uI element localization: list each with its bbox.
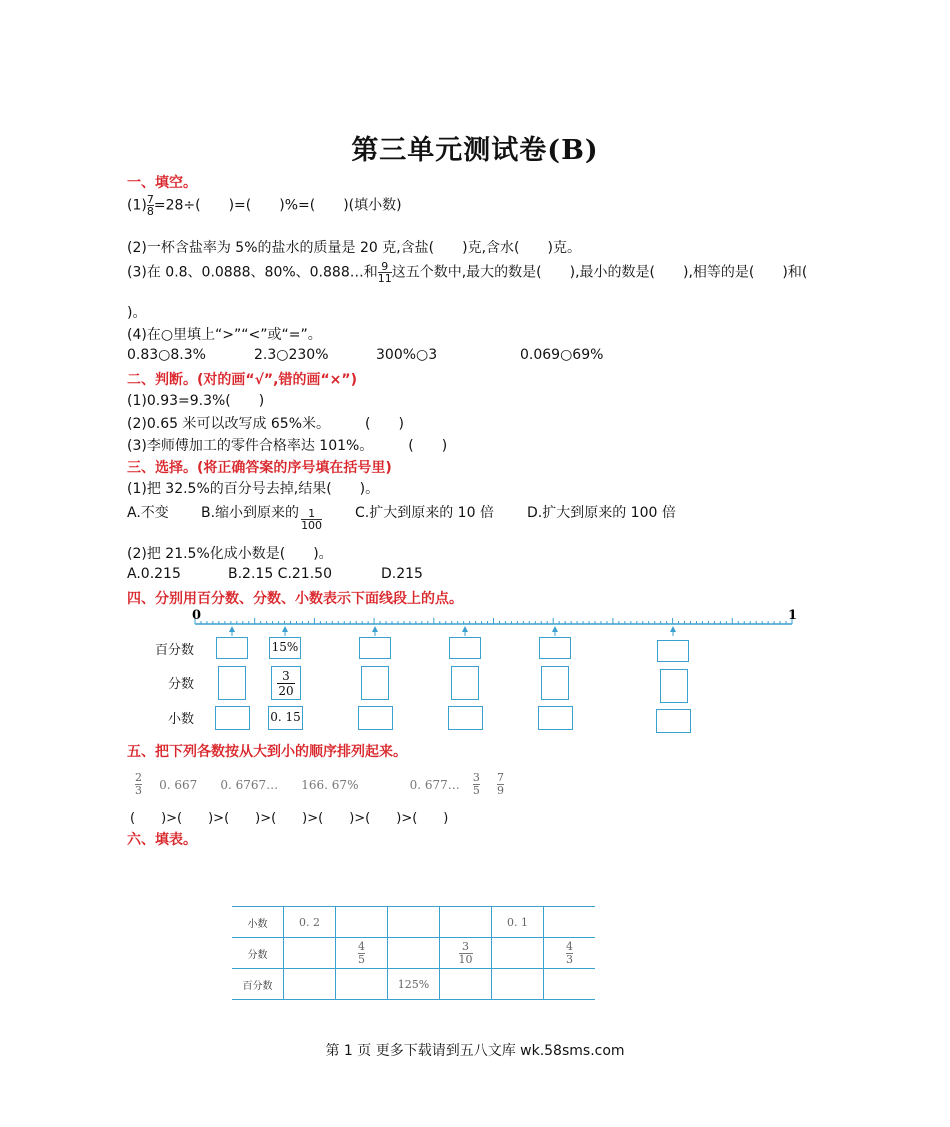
fraction-example-denominator: 20 bbox=[278, 684, 294, 698]
s3-q1-option-d: D.扩大到原来的 100 倍 bbox=[527, 505, 676, 521]
frac-numerator: 7 bbox=[146, 193, 154, 206]
s2-q3: (3)李师傅加工的零件合格率达 101%。 ( ) bbox=[127, 438, 448, 454]
number-line-end-label: 1 bbox=[788, 608, 798, 623]
number-line-start-label: 0 bbox=[192, 608, 202, 623]
frac-numerator: 3 bbox=[462, 939, 469, 953]
number-line-arrow-head bbox=[462, 626, 468, 632]
frac-numerator: 4 bbox=[566, 939, 573, 953]
frac-denominator: 3 bbox=[135, 783, 142, 797]
s5-fraction-3 bbox=[497, 772, 504, 796]
table-row-label: 百分数 bbox=[232, 969, 284, 1000]
table-cell: 0. 2 bbox=[284, 907, 336, 938]
row-label-decimal: 小数 bbox=[168, 712, 195, 727]
row-label-fraction: 分数 bbox=[168, 677, 195, 692]
decimal-example-value: 0. 15 bbox=[270, 710, 301, 724]
s1-q1-prefix: (1) bbox=[127, 197, 147, 214]
page-title: 第三单元测试卷(B) bbox=[351, 135, 599, 166]
s5-number-2: 0. 6767… bbox=[220, 777, 279, 792]
s3-q2-option-a: A.0.215 bbox=[127, 566, 181, 582]
s1-q3-part-a: (3)在 0.8、0.0888、80%、0.888…和 bbox=[127, 264, 378, 281]
table-row-percent bbox=[232, 969, 595, 1000]
s1-q4-item-3: 300%○3 bbox=[376, 347, 438, 363]
table-fraction bbox=[459, 941, 473, 965]
number-line-ticks bbox=[195, 618, 792, 624]
row-label-percent: 百分数 bbox=[155, 643, 195, 658]
table-cell[interactable] bbox=[544, 907, 596, 938]
s2-q1: (1)0.93=9.3%( ) bbox=[127, 393, 265, 409]
answer-box-percent-1[interactable] bbox=[216, 637, 248, 659]
number-line-arrow-head bbox=[552, 626, 558, 632]
answer-box-fraction-4[interactable] bbox=[451, 666, 479, 700]
frac-numerator: 4 bbox=[358, 939, 365, 953]
answer-box-decimal-5[interactable] bbox=[538, 706, 573, 730]
s1-q4-item-1: 0.83○8.3% bbox=[127, 347, 206, 363]
table-cell[interactable] bbox=[336, 907, 388, 938]
number-line-arrow-head bbox=[372, 626, 378, 632]
table-fraction bbox=[566, 941, 573, 965]
s1-q3-end: )。 bbox=[127, 305, 147, 321]
frac-denominator: 11 bbox=[377, 272, 392, 285]
frac-denominator: 100 bbox=[301, 519, 323, 532]
answer-box-fraction-6[interactable] bbox=[660, 669, 688, 703]
table-row-fraction bbox=[232, 938, 595, 969]
frac-denominator: 3 bbox=[566, 952, 573, 966]
s3-q2-option-bc: B.2.15 C.21.50 bbox=[228, 566, 332, 582]
s5-number-3: 166. 67% bbox=[301, 777, 359, 792]
table-cell: 0. 1 bbox=[492, 907, 544, 938]
section-3-heading: 三、选择。(将正确答案的序号填在括号里) bbox=[127, 460, 392, 476]
s3-q1-option-c: C.扩大到原来的 10 倍 bbox=[355, 505, 494, 521]
s1-q2: (2)一杯含盐率为 5%的盐水的质量是 20 克,含盐( )克,含水( )克。 bbox=[127, 240, 581, 256]
s5-numbers bbox=[135, 772, 504, 796]
table-cell bbox=[544, 938, 596, 969]
table-fraction bbox=[358, 941, 365, 965]
table-cell bbox=[336, 938, 388, 969]
section-4-heading: 四、分别用百分数、分数、小数表示下面线段上的点。 bbox=[127, 591, 463, 607]
frac-numerator: 7 bbox=[496, 771, 504, 784]
s1-q3-part-b: 这五个数中,最大的数是( ),最小的数是( ),相等的是( )和( bbox=[391, 264, 808, 281]
fill-table bbox=[232, 906, 595, 1000]
answer-box-fraction-1[interactable] bbox=[218, 666, 246, 700]
s1-q1-rest: =28÷( )=( )%=( )(填小数) bbox=[153, 197, 402, 214]
s1-q4-item-4: 0.069○69% bbox=[520, 347, 604, 363]
answer-box-decimal-example bbox=[268, 706, 303, 730]
s3-q2: (2)把 21.5%化成小数是( )。 bbox=[127, 546, 333, 562]
table-cell[interactable] bbox=[284, 938, 336, 969]
percent-example-value: 15% bbox=[271, 640, 299, 654]
table-cell[interactable] bbox=[492, 969, 544, 1000]
table-cell[interactable] bbox=[388, 907, 440, 938]
table-cell[interactable] bbox=[284, 969, 336, 1000]
table-cell: 125% bbox=[388, 969, 440, 1000]
frac-denominator: 10 bbox=[458, 952, 473, 966]
number-line-arrows bbox=[229, 626, 676, 636]
answer-box-percent-4[interactable] bbox=[449, 637, 481, 659]
table-cell[interactable] bbox=[440, 907, 492, 938]
frac-denominator: 9 bbox=[496, 783, 504, 797]
table-cell[interactable] bbox=[440, 969, 492, 1000]
number-line-arrow-head bbox=[670, 626, 676, 632]
answer-box-fraction-5[interactable] bbox=[541, 666, 569, 700]
s3-q1-option-b-text: B.缩小到原来的 bbox=[201, 505, 300, 521]
s1-q4: (4)在○里填上“>”“<”或“=”。 bbox=[127, 327, 322, 343]
table-cell[interactable] bbox=[388, 938, 440, 969]
table-row-decimal bbox=[232, 907, 595, 938]
s5-order-blanks: ( )>( )>( )>( )>( )>( )>( ) bbox=[130, 811, 449, 826]
s5-fraction-1 bbox=[135, 772, 142, 796]
answer-box-decimal-1[interactable] bbox=[215, 706, 250, 730]
answer-box-percent-3[interactable] bbox=[359, 637, 391, 659]
frac-numerator: 2 bbox=[135, 771, 142, 784]
page-footer: 第 1 页 更多下载请到五八文库 wk.58sms.com bbox=[325, 1043, 625, 1059]
s5-number-4: 0. 677… bbox=[409, 777, 460, 792]
answer-box-fraction-3[interactable] bbox=[361, 666, 389, 700]
table-row-label: 小数 bbox=[232, 907, 284, 938]
table-cell[interactable] bbox=[492, 938, 544, 969]
s3-q1-option-a: A.不变 bbox=[127, 505, 169, 521]
s2-q2: (2)0.65 米可以改写成 65%米。 ( ) bbox=[127, 416, 404, 432]
frac-denominator: 8 bbox=[146, 205, 154, 218]
answer-box-percent-5[interactable] bbox=[539, 637, 571, 659]
table-cell[interactable] bbox=[336, 969, 388, 1000]
answer-box-decimal-3[interactable] bbox=[358, 706, 393, 730]
s3-q2-option-d: D.215 bbox=[381, 566, 423, 582]
table-cell[interactable] bbox=[544, 969, 596, 1000]
table-row-label: 分数 bbox=[232, 938, 284, 969]
number-line-arrow-head bbox=[282, 626, 288, 632]
section-5-heading: 五、把下列各数按从大到小的顺序排列起来。 bbox=[127, 744, 407, 760]
frac-denominator: 5 bbox=[472, 783, 480, 797]
s5-number-1: 0. 667 bbox=[159, 777, 198, 792]
answer-box-percent-6[interactable] bbox=[657, 640, 689, 662]
s3-q1: (1)把 32.5%的百分号去掉,结果( )。 bbox=[127, 481, 380, 497]
frac-numerator: 9 bbox=[381, 260, 389, 273]
answer-box-percent-example bbox=[269, 637, 301, 659]
section-6-heading: 六、填表。 bbox=[127, 832, 197, 848]
section-2-heading: 二、判断。(对的画“√”,错的画“×”) bbox=[127, 372, 357, 388]
section-1-heading: 一、填空。 bbox=[127, 175, 197, 191]
frac-numerator: 3 bbox=[472, 771, 480, 784]
frac-denominator: 5 bbox=[358, 952, 365, 966]
table-cell bbox=[440, 938, 492, 969]
s5-fraction-2 bbox=[473, 772, 480, 796]
fraction-example-numerator: 3 bbox=[282, 669, 290, 683]
frac-numerator: 1 bbox=[308, 507, 316, 520]
answer-box-decimal-6[interactable] bbox=[656, 709, 691, 733]
answer-box-fraction-example bbox=[271, 666, 301, 700]
s1-q4-item-2: 2.3○230% bbox=[254, 347, 329, 363]
number-line-arrow-head bbox=[229, 626, 235, 632]
answer-box-decimal-4[interactable] bbox=[448, 706, 483, 730]
